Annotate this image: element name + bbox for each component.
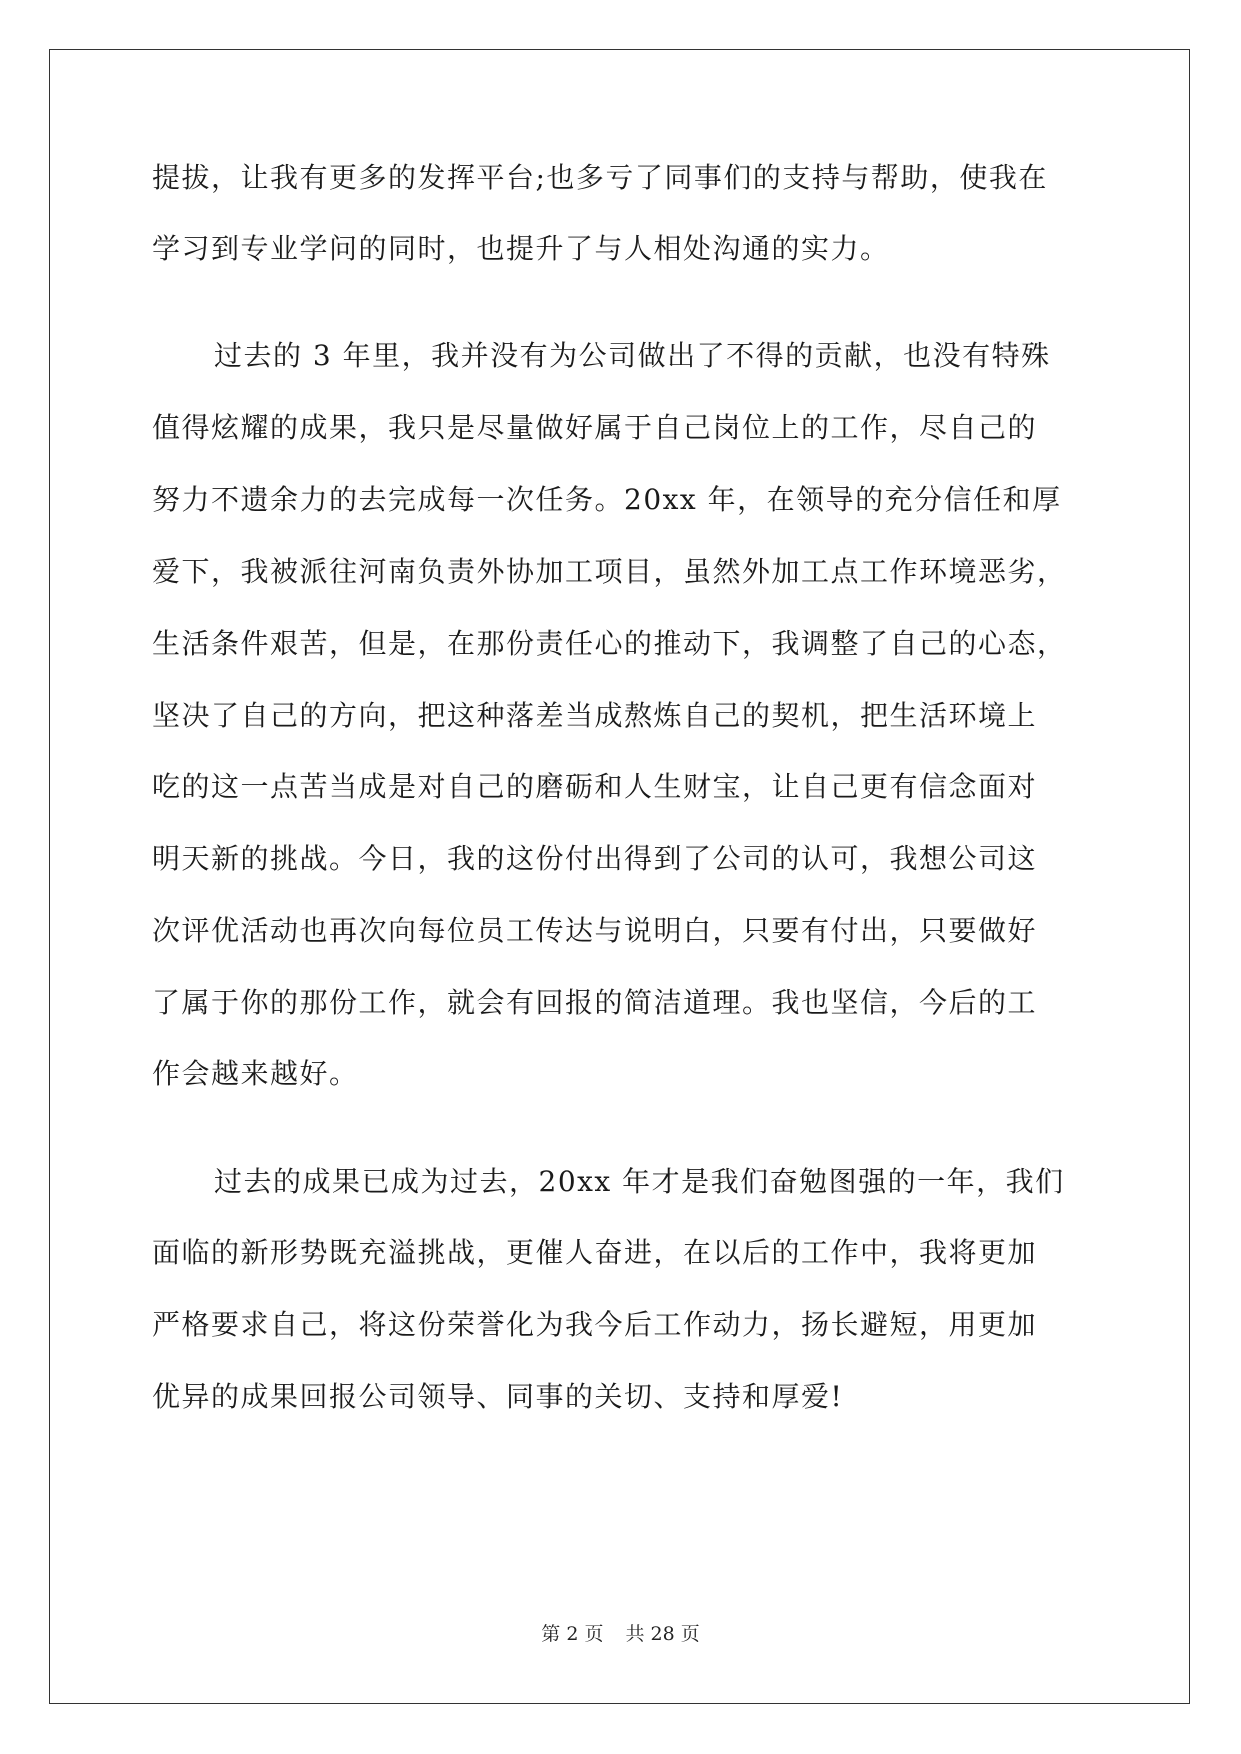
text-line: 爱下，我被派往河南负责外协加工项目，虽然外加工点工作环境恶劣，: [152, 555, 1067, 588]
paragraph-start-line: 过去的 3 年里，我并没有为公司做出了不得的贡献，也没有特殊: [214, 339, 1051, 372]
paragraph-start-line: 过去的成果已成为过去，20xx 年才是我们奋勉图强的一年，我们: [214, 1165, 1065, 1198]
text-line: 提拔，让我有更多的发挥平台;也多亏了同事们的支持与帮助，使我在: [152, 161, 1048, 194]
text-line: 作会越来越好。: [152, 1057, 359, 1090]
text-line: 吃的这一点苦当成是对自己的磨砺和人生财宝，让自己更有信念面对: [152, 770, 1038, 803]
page-footer: [0, 1622, 1241, 1646]
text-line: 生活条件艰苦，但是，在那份责任心的推动下，我调整了自己的心态，: [152, 627, 1067, 660]
text-line: 次评优活动也再次向每位员工传达与说明白，只要有付出，只要做好: [152, 914, 1038, 947]
text-line: 严格要求自己，将这份荣誉化为我今后工作动力，扬长避短，用更加: [152, 1308, 1038, 1341]
text-line: 学习到专业学问的同时，也提升了与人相处沟通的实力。: [152, 232, 890, 265]
text-line: 面临的新形势既充溢挑战，更催人奋进，在以后的工作中，我将更加: [152, 1236, 1038, 1269]
text-line: 优异的成果回报公司领导、同事的关切、支持和厚爱!: [152, 1380, 844, 1413]
text-line: 坚决了自己的方向，把这种落差当成熬炼自己的契机，把生活环境上: [152, 699, 1038, 732]
page-number: 第 2 页: [541, 1623, 604, 1645]
page-total: 共 28 页: [625, 1623, 700, 1645]
text-line: 明天新的挑战。今日，我的这份付出得到了公司的认可，我想公司这: [152, 842, 1038, 875]
text-line: 努力不遗余力的去完成每一次任务。20xx 年，在领导的充分信任和厚: [152, 483, 1062, 516]
text-line: 了属于你的那份工作，就会有回报的简洁道理。我也坚信，今后的工: [152, 986, 1038, 1019]
text-line: 值得炫耀的成果，我只是尽量做好属于自己岗位上的工作，尽自己的: [152, 411, 1038, 444]
